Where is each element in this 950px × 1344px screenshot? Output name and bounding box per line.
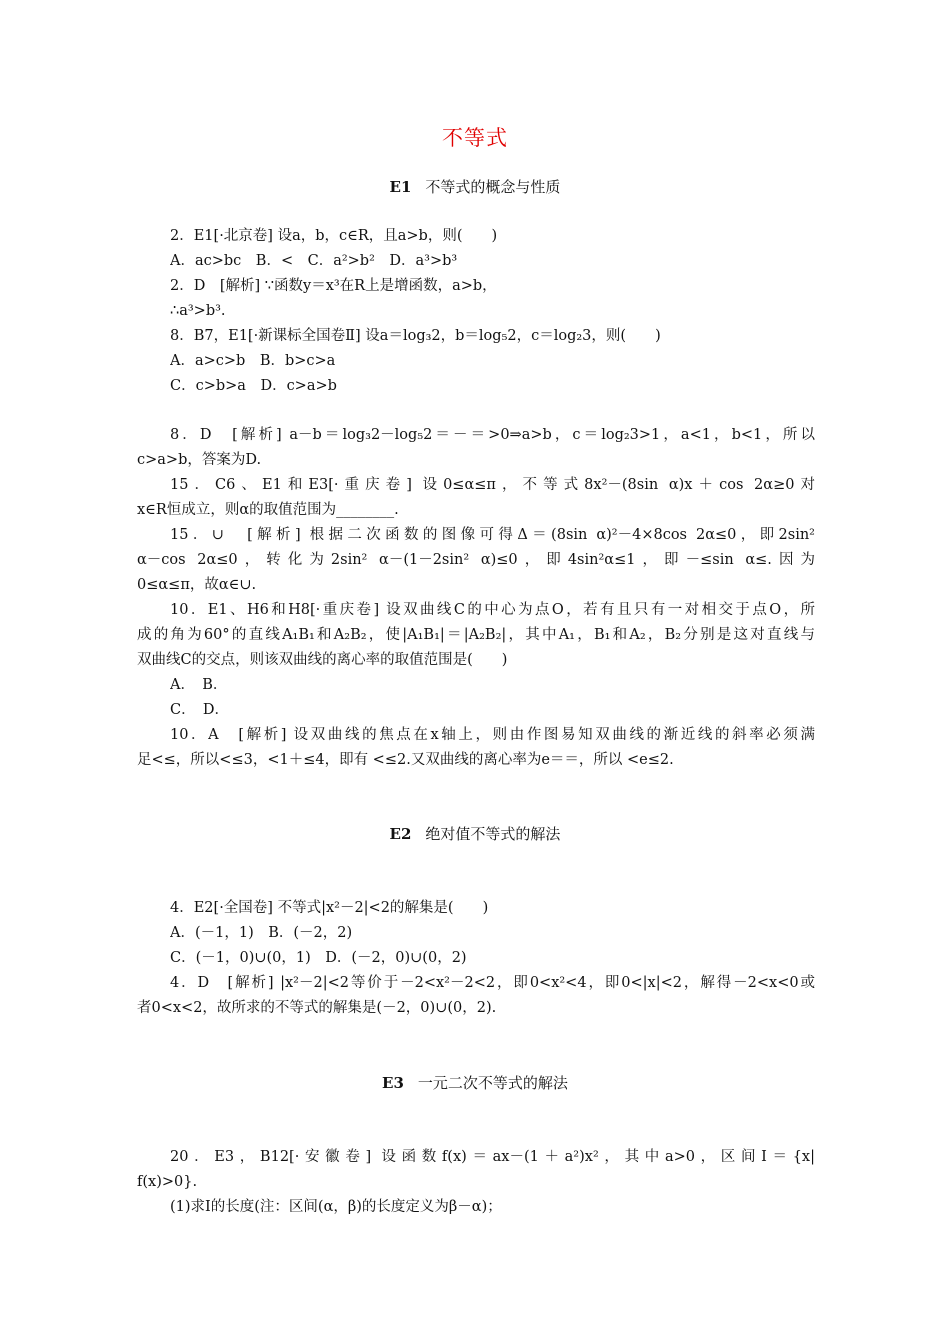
answer-15-line-1: 15．∪ [解析] 根据二次函数的图像可得Δ＝(8sin α)²－4×8cos 2α≤0，即2sin² xyxy=(170,527,815,543)
question-15-line-2: x∈R恒成立，则α的取值范围为________. xyxy=(137,502,399,518)
section-name: 绝对值不等式的解法 xyxy=(425,825,561,843)
question-4-options-cd: C．(－1，0)∪(0，1) D．(－2，0)∪(0，2) xyxy=(170,950,467,966)
question-8-options-cd: C．c>b>a D．c>a>b xyxy=(170,378,337,394)
question-4-options-ab: A．(－1，1) B．(－2，2) xyxy=(170,925,353,941)
answer-4-line-1: 4．D [解析] |x²－2|<2等价于－2<x²－2<2，即0<x²<4，即0<|x|<2，解得－2<x<0或 xyxy=(170,975,815,991)
section-code: E3 xyxy=(382,1074,404,1092)
answer-15-line-2: α－cos 2α≤0，转化为2sin² α－(1－2sin² α)≤0，即4sin²α≤1，即－≤sin α≤.因为 xyxy=(137,552,815,568)
question-20-line-1: 20．E3，B12[·安徽卷] 设函数f(x)＝ax－(1＋a²)x²，其中a>0，区间I＝{x| xyxy=(170,1149,815,1165)
answer-2-line-2: ∴a³>b³. xyxy=(170,303,226,319)
question-20-part-1: (1)求I的长度(注：区间(α，β)的长度定义为β－α)； xyxy=(170,1199,502,1215)
question-20-line-2: f(x)>0}. xyxy=(137,1174,198,1190)
section-code: E2 xyxy=(389,825,412,843)
question-10-options-ab: A． B． xyxy=(170,677,228,693)
answer-10-line-1: 10．A [解析] 设双曲线的焦点在x轴上，则由作图易知双曲线的渐近线的斜率必须满 xyxy=(170,727,815,743)
section-heading-e1 xyxy=(0,176,950,197)
page-title: 不等式 xyxy=(442,126,508,150)
section-name: 一元二次不等式的解法 xyxy=(417,1074,568,1092)
answer-8-line-2: c>a>b，答案为D. xyxy=(137,452,262,468)
question-2-stem: 2．E1[·北京卷] 设a，b，c∈R，且a>b，则( ) xyxy=(170,228,498,244)
question-10-line-2: 成的角为60°的直线A₁B₁和A₂B₂，使|A₁B₁|＝|A₂B₂|，其中A₁，B₁和A₂，B₂分别是这对直线与 xyxy=(137,627,815,643)
section-code: E1 xyxy=(389,178,412,196)
question-4-stem: 4．E2[·全国卷] 不等式|x²－2|<2的解集是( ) xyxy=(170,900,489,916)
question-2-options: A．ac>bc B．< C．a²>b² D．a³>b³ xyxy=(170,253,458,269)
answer-15-line-3: 0≤α≤π，故α∈∪. xyxy=(137,577,257,593)
question-10-options-cd: C． D． xyxy=(170,702,229,718)
question-10-line-1: 10．E1、H6和H8[·重庆卷] 设双曲线C的中心为点O，若有且只有一对相交于点O，所 xyxy=(170,602,815,618)
answer-2-line-1: 2．D [解析] ∵函数y＝x³在R上是增函数，a>b， xyxy=(170,278,497,294)
answer-8-line-1: 8．D [解析] a－b＝log₃2－log₅2＝－＝>0⇒a>b，c＝log₂3>1，a<1，b<1，所以 xyxy=(170,427,815,443)
question-15-line-1: 15．C6、E1和E3[·重庆卷] 设0≤α≤π，不等式8x²－(8sin α)x＋cos 2α≥0对 xyxy=(170,477,815,493)
section-heading-e3 xyxy=(0,1072,950,1093)
answer-4-line-2: 者0<x<2，故所求的不等式的解集是(－2，0)∪(0，2). xyxy=(137,1000,497,1016)
answer-10-line-2: 足<≤，所以<≤3，<1＋≤4，即有 <≤2.又双曲线的离心率为e＝＝，所以 <e≤2. xyxy=(137,752,674,768)
section-name: 不等式的概念与性质 xyxy=(425,178,561,196)
section-heading-e2 xyxy=(0,823,950,844)
question-8-options-ab: A．a>c>b B．b>c>a xyxy=(170,353,336,369)
question-8-stem: 8．B7，E1[·新课标全国卷Ⅱ] 设a＝log₃2，b＝log₅2，c＝log₂3，则( ) xyxy=(170,328,661,344)
question-10-line-3: 双曲线C的交点，则该双曲线的离心率的取值范围是( ) xyxy=(137,652,508,668)
